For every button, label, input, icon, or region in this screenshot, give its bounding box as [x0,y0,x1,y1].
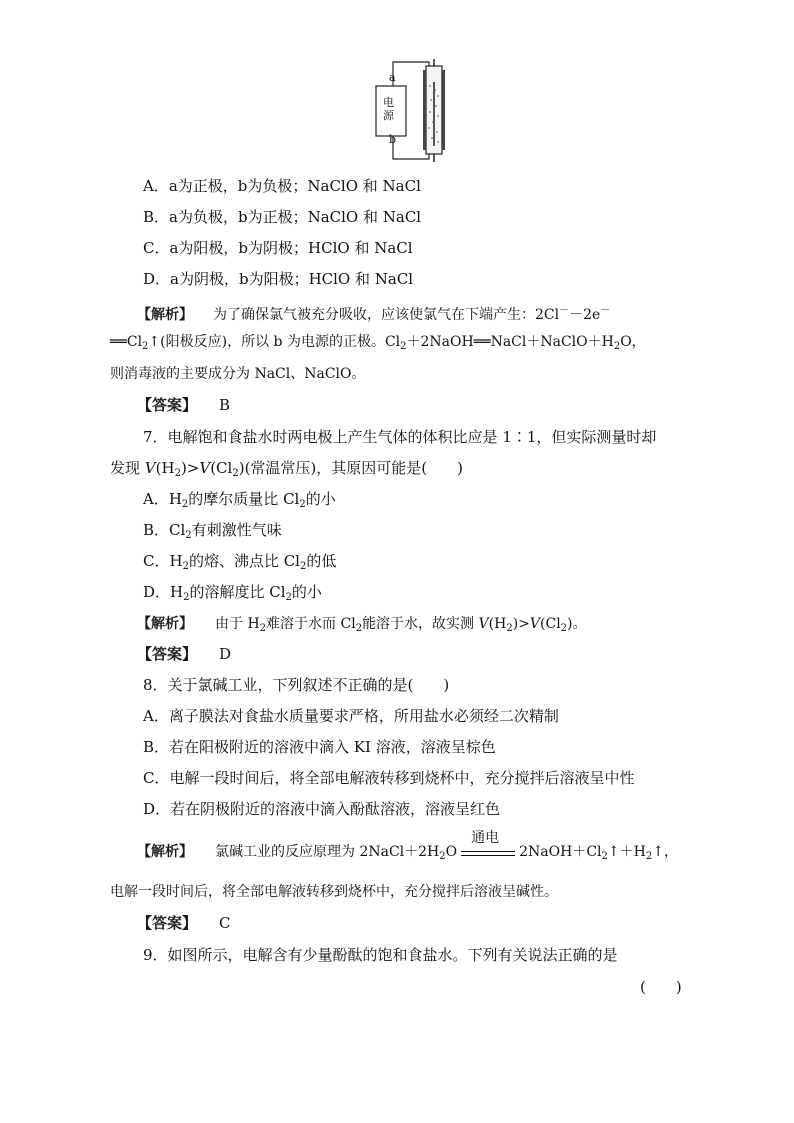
q6-answer-tag: 【答案】 [137,396,198,414]
q7-option-a: A．$H_2$的摩尔质量比 $Cl_2$的小 [143,490,336,510]
q7-option-d: D．$H_2$的溶解度比 $Cl_2$的小 [143,583,322,603]
q7-stem-line-2: 发现 $V(H_2)>V(Cl_2)$(常温常压)，其原因可能是( ) [110,459,463,479]
q7-analysis-tag: 【解析】 [137,616,193,632]
q7-option-b: B．$Cl_2$有刺激性气味 [143,521,282,541]
q7-answer-value: D [219,645,232,663]
q6-analysis-line-3: 则消毒液的主要成分为 NaCl、NaClO。 [110,366,366,382]
q8-option-a: A．离子膜法对食盐水质量要求严格，所用盐水必须经二次精制 [143,707,559,725]
electrolysis-condition: 通电 [471,830,500,846]
q6-answer-value: B [219,396,231,414]
q9-answer-paren: ( ) [640,978,682,996]
q8-analysis-line-2: 电解一段时间后，将全部电解液转移到烧杯中，充分搅拌后溶液呈碱性。 [110,884,558,900]
q8-answer [137,913,231,933]
q6-analysis-text-1: 为了确保氯气被充分吸收，应该使氯气在下端产生：2Cl [213,307,560,323]
q7-answer [137,644,231,664]
q8-option-c: C．电解一段时间后，将全部电解液转移到烧杯中，充分搅拌后溶液呈中性 [143,769,635,787]
figure-label-b: b [389,133,397,146]
q7-stem-line-1: 7．电解饱和食盐水时两电极上产生气体的体积比应是 1∶1，但实际测量时却 [143,428,657,446]
q6-analysis-line-1: 【解析】 为了确保氯气被充分吸收，应该使氯气在下端产生：2Cl－－2e－ [137,305,611,323]
q7-option-c: C．$H_2$的熔、沸点比 $Cl_2$的低 [143,552,337,572]
power-source-label: 电源 [383,96,394,122]
q6-analysis-line-2: $══Cl_2↑$(阳极反应)，所以 b 为电源的正极。$Cl_2+2NaOH══NaCl+NaClO+H_2O$， [110,334,646,352]
q8-option-b: B．若在阳极附近的溶液中滴入 KI 溶液，溶液呈棕色 [143,738,496,756]
q8-analysis-tag: 【解析】 [137,844,193,860]
q8-stem: 8．关于氯碱工业，下列叙述不正确的是( ) [143,676,450,694]
figure-label-a: a [389,71,396,84]
q6-option-b: B．a为负极，b为正极；NaClO 和 NaCl [143,208,422,226]
q6-analysis-tag: 【解析】 [137,307,193,323]
q6-option-d: D．a为阴极，b为阳极；HClO 和 NaCl [143,270,414,288]
q7-answer-tag: 【答案】 [137,645,198,663]
q6-option-a: A．a为正极，b为负极；NaClO 和 NaCl [143,177,421,195]
q8-answer-value: C [219,914,231,932]
q6-answer [137,395,230,415]
q8-answer-tag: 【答案】 [137,914,198,932]
reaction-equals [461,851,515,856]
q9-stem: 9．如图所示，电解含有少量酚酞的饱和食盐水。下列有关说法正确的是 [143,946,618,964]
q7-analysis: 【解析】 由于 $H_2$难溶于水而 $Cl_2$能溶于水，故实测 $V(H_2)>V(Cl_2)$。 [137,616,587,634]
q8-option-d: D．若在阴极附近的溶液中滴入酚酞溶液，溶液呈红色 [143,800,501,818]
q8-analysis-line-1: 【解析】 氯碱工业的反应原理为 $2NaCl+2H_2O$ 通电 $2NaOH+Cl_2↑+H_2↑$， [137,830,678,862]
q6-option-c: C．a为阳极，b为阴极；HClO 和 NaCl [143,239,413,257]
